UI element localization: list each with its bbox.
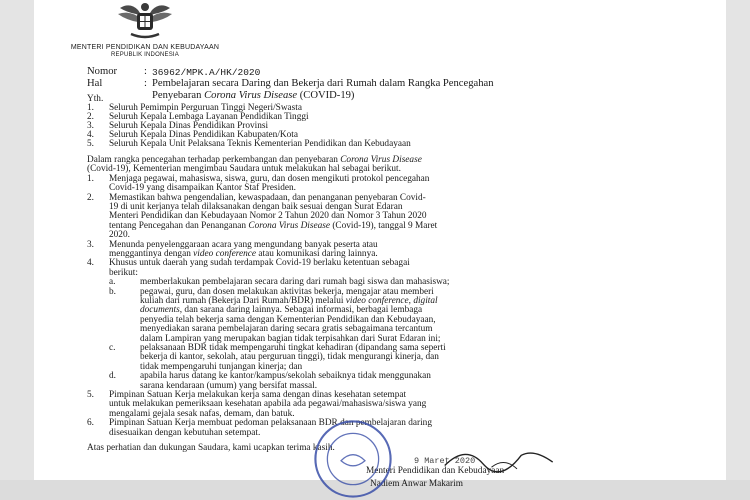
point-4b-line: menyediakan sarana pembelajaran daring secara gratis sebagaimana tercantum bbox=[140, 324, 433, 335]
point-2-line: 19 di unit kerjanya telah dilaksanakan dengan baik sesuai dengan Surat Edaran bbox=[109, 202, 403, 212]
point-4b-line: dalam Lampiran yang merupakan bagian tidak terpisahkan dari Surat Edaran ini; bbox=[140, 333, 441, 344]
recipient-number: 5. bbox=[87, 139, 94, 149]
point-4b-line: kuliah dari rumah (Bekerja Dari Rumah/BDR) melalui video conference, digital bbox=[140, 296, 438, 306]
colon: : bbox=[144, 66, 147, 77]
point-4d-line: apabila harus datang ke kantor/kampus/sekolah sebaiknya tidak menggunakan bbox=[140, 371, 431, 382]
point-4d-line: sarana kendaraan (umum) yang bersifat massal. bbox=[140, 380, 318, 391]
intro-line-2: (Covid-19), Kementerian mengimbau Saudara untuk melakukan hal sebagai berikut. bbox=[87, 164, 401, 175]
recipient-item: Seluruh Kepala Lembaga Layanan Pendidikan Tinggi bbox=[109, 112, 309, 122]
viewer-right-margin bbox=[726, 0, 750, 480]
point-number: 5. bbox=[87, 390, 94, 400]
recipient-number: 4. bbox=[87, 130, 94, 140]
recipient-item: Seluruh Kepala Unit Pelaksana Teknis Kementerian Pendidikan dan Kebudayaan bbox=[109, 139, 411, 149]
point-6-line: Pimpinan Satuan Kerja membuat pedoman pelaksanaan BDR dan pembelajaran daring bbox=[109, 418, 432, 429]
sub-letter: b. bbox=[109, 286, 116, 297]
point-1-line: Covid-19 yang disampaikan Kantor Staf Presiden. bbox=[109, 183, 296, 194]
point-4c-line: bekerja di kantor, sekolah, atau perguruan tinggi), tidak mengurangi kinerja, dan bbox=[140, 352, 439, 363]
official-stamp-icon bbox=[312, 418, 394, 500]
point-number: 4. bbox=[87, 258, 94, 269]
point-5-line: mengalami gejala sesak nafas, demam, dan batuk. bbox=[109, 408, 295, 419]
signature-title: Menteri Pendidikan dan Kebudayaan bbox=[366, 465, 505, 476]
signature-date: 9 Maret 2020 bbox=[414, 456, 476, 467]
point-2-line: 2020. bbox=[109, 230, 130, 241]
letter-page bbox=[34, 0, 726, 490]
nomor-label: Nomor bbox=[87, 66, 118, 77]
recipient-item: Seluruh Kepala Dinas Pendidikan Kabupaten/Kota bbox=[109, 130, 298, 140]
viewer-left-margin bbox=[0, 0, 34, 480]
sub-letter: d. bbox=[109, 371, 116, 382]
hal-line-1: Pembelajaran secara Daring dan Bekerja dari Rumah dalam Rangka Pencegahan bbox=[152, 78, 494, 89]
letterhead-ministry: MENTERI PENDIDIKAN DAN KEBUDAYAAN bbox=[70, 44, 220, 51]
point-5-line: untuk melakukan pemeriksaan kesehatan apabila ada pegawai/mahasiswa/siswa yang bbox=[109, 399, 427, 410]
intro-line-1: Dalam rangka pencegahan terhadap perkembangan dan penyebaran Corona Virus Disease bbox=[87, 155, 422, 165]
hal-line-2: Penyebaran Corona Virus Disease (COVID-19) bbox=[152, 90, 355, 101]
point-4-line: berikut: bbox=[109, 267, 138, 278]
point-2-line: Memastikan bahwa pengendalian, kewaspadaan, dan penanganan penyebaran Covid- bbox=[109, 192, 426, 203]
point-3-line: menggantinya dengan video conference atau komunikasi daring lainnya. bbox=[109, 249, 378, 259]
letterhead-republic: REPUBLIK INDONESIA bbox=[111, 52, 179, 58]
signature-name: Nadiem Anwar Makarim bbox=[370, 479, 463, 490]
point-3-line: Menunda penyelenggaraan acara yang mengundang banyak peserta atau bbox=[109, 239, 378, 250]
recipient-number: 3. bbox=[87, 121, 94, 131]
nomor-value: 36962/MPK.A/HK/2020 bbox=[152, 67, 261, 78]
point-4b-line: penyedia telah bekerja sama dengan Kementerian Pendidikan dan Kebudayaan, bbox=[140, 314, 436, 325]
recipient-number: 1. bbox=[87, 103, 94, 113]
garuda-emblem-icon bbox=[116, 0, 174, 42]
recipient-item: Seluruh Pemimpin Perguruan Tinggi Negeri/Swasta bbox=[109, 103, 302, 113]
sub-letter: a. bbox=[109, 277, 116, 288]
point-4b-line: documents, dan sarana daring lainnya. Sebagai informasi, berbagai lembaga bbox=[140, 305, 423, 316]
recipient-number: 2. bbox=[87, 112, 94, 122]
point-number: 1. bbox=[87, 173, 94, 184]
point-4b-line: pegawai, guru, dan dosen melakukan aktivitas bekerja, mengajar atau memberi bbox=[140, 286, 434, 297]
point-2-line: tentang Pencegahan dan Penanganan Corona Virus Disease (Covid-19), tanggal 9 Maret bbox=[109, 220, 438, 231]
point-2-line: Menteri Pendidikan dan Kebudayaan Nomor 2 Tahun 2020 dan Nomor 3 Tahun 2020 bbox=[109, 211, 427, 222]
hal-label: Hal bbox=[87, 78, 103, 89]
point-4-line: Khusus untuk daerah yang sudah terdampak Covid-19 berlaku ketentuan sebagai bbox=[109, 258, 410, 269]
point-4c-line: pelaksanaan BDR tidak mempengaruhi tingkat kehadiran (dipandang sama seperti bbox=[140, 343, 446, 353]
sub-letter: c. bbox=[109, 343, 116, 353]
point-5-line: Pimpinan Satuan Kerja melakukan kerja sama dengan dinas kesehatan setempat bbox=[109, 390, 407, 400]
colon: : bbox=[144, 78, 147, 89]
yth-label: Yth. bbox=[87, 94, 104, 104]
point-number: 6. bbox=[87, 418, 94, 429]
point-number: 2. bbox=[87, 192, 94, 203]
point-6-line: disesuaikan dengan kebutuhan setempat. bbox=[109, 427, 261, 438]
signature-scribble-icon bbox=[440, 440, 560, 474]
point-4a-line: memberlakukan pembelajaran secara daring dari rumah bagi siswa dan mahasiswa; bbox=[140, 277, 450, 288]
recipient-item: Seluruh Kepala Dinas Pendidikan Provinsi bbox=[109, 121, 269, 131]
point-number: 3. bbox=[87, 239, 94, 250]
point-1-line: Menjaga pegawai, mahasiswa, siswa, guru, dan dosen mengikuti protokol pencegahan bbox=[109, 173, 430, 184]
closing-text: Atas perhatian dan dukungan Saudara, kami ucapkan terima kasih. bbox=[87, 443, 335, 453]
point-4c-line: tidak mempengaruhi tunjangan kinerja; dan bbox=[140, 361, 303, 372]
